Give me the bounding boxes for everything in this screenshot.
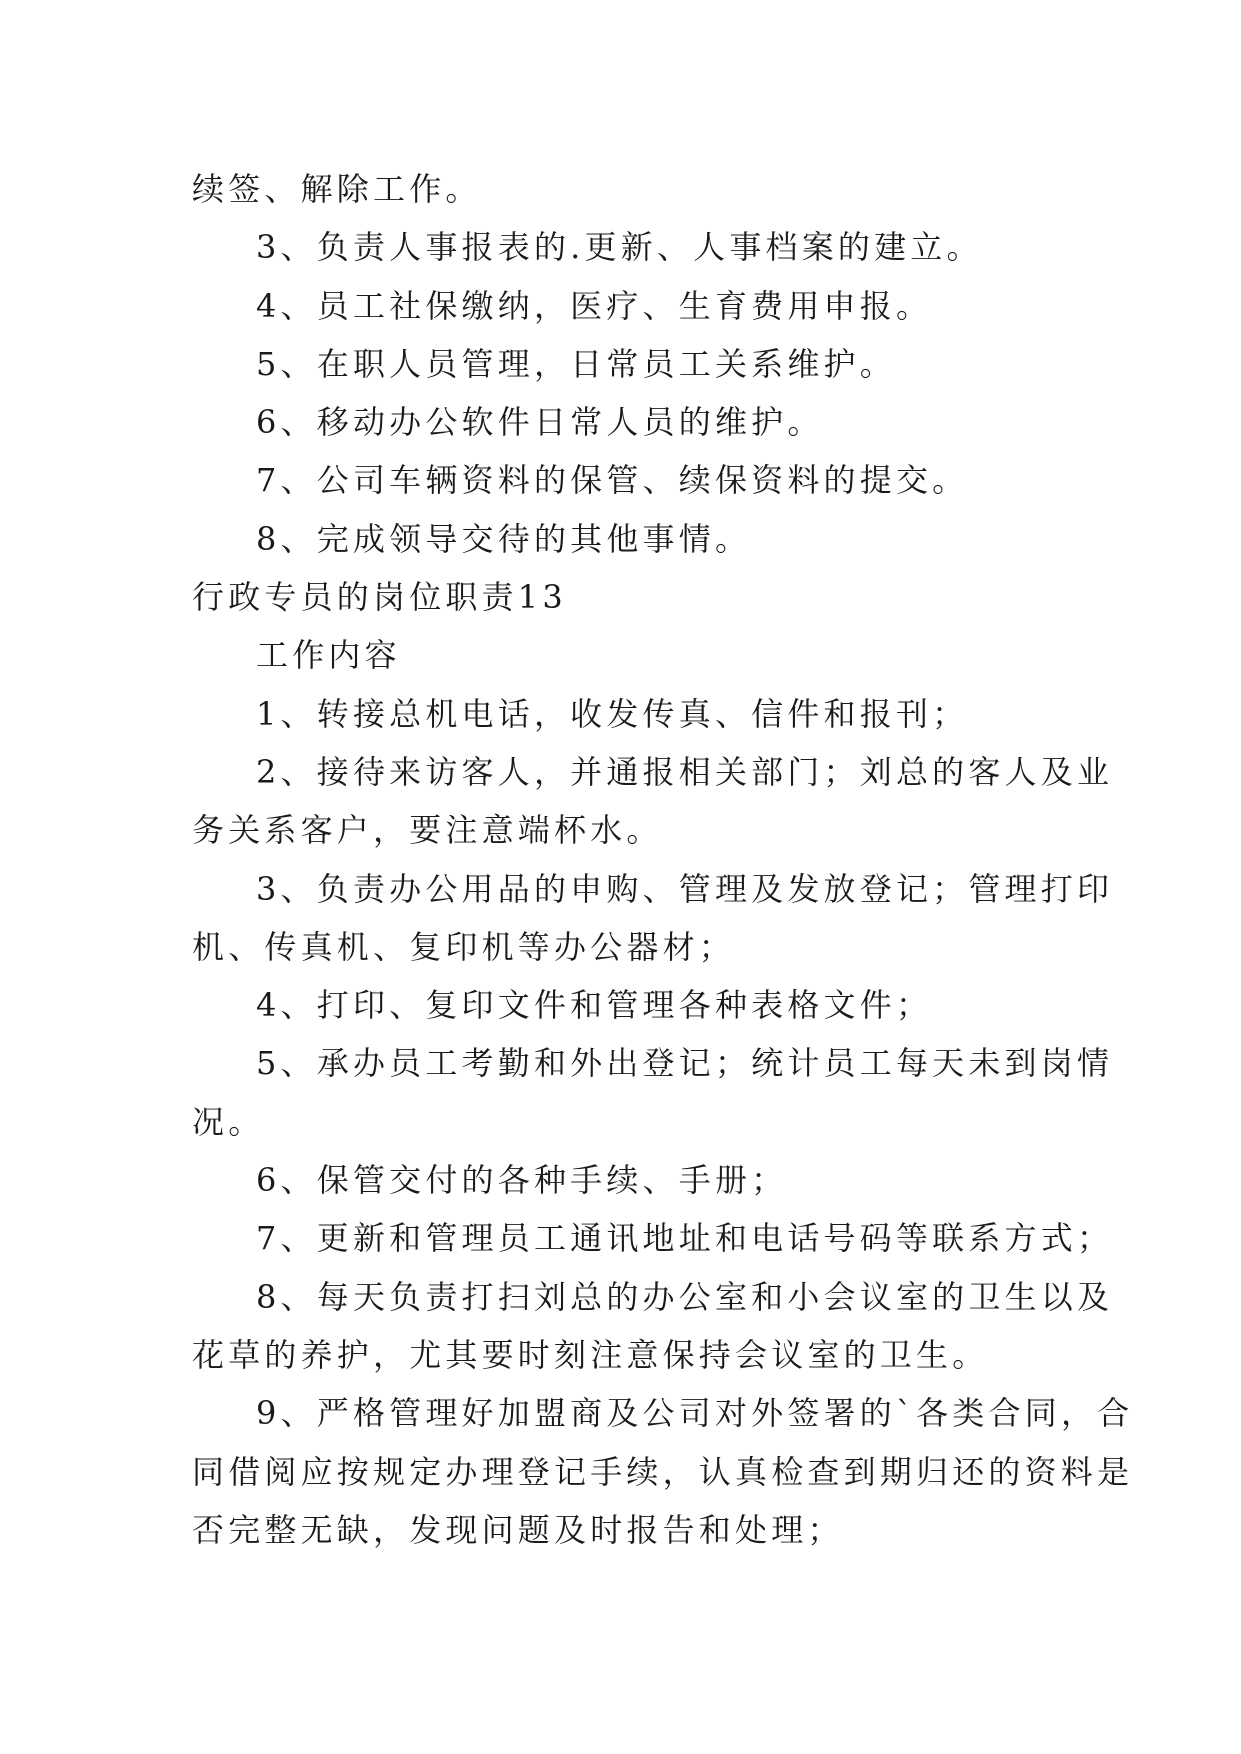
text-line: 况。 — [192, 1102, 265, 1141]
list-item: 6、移动办公软件日常人员的维护。 — [256, 403, 824, 442]
list-item: 9、严格管理好加盟商及公司对外签署的`各类合同，合 — [256, 1394, 1134, 1433]
list-item: 2、接待来访客人，并通报相关部门；刘总的客人及业 — [256, 752, 1114, 791]
text-line: 续签、解除工作。 — [192, 170, 482, 208]
subheading: 工作内容 — [256, 636, 401, 675]
document-body — [192, 160, 1134, 1559]
text-line: 花草的养护，尤其要时刻注意保持会议室的卫生。 — [192, 1335, 989, 1374]
text-line: 务关系客户，要注意端杯水。 — [192, 811, 663, 850]
text-line: 否完整无缺，发现问题及时报告和处理； — [192, 1510, 844, 1549]
list-item: 1、转接总机电话，收发传真、信件和报刊； — [256, 694, 969, 733]
section-heading: 行政专员的岗位职责13 — [192, 578, 567, 617]
text-line: 机、传真机、复印机等办公器材； — [192, 927, 736, 966]
list-item: 8、完成领导交待的其他事情。 — [256, 519, 752, 558]
list-item: 6、保管交付的各种手续、手册； — [256, 1161, 788, 1200]
list-item: 7、公司车辆资料的保管、续保资料的提交。 — [256, 461, 969, 500]
list-item: 5、承办员工考勤和外出登记；统计员工每天未到岗情 — [256, 1044, 1114, 1083]
list-item: 8、每天负责打扫刘总的办公室和小会议室的卫生以及 — [256, 1277, 1114, 1316]
text-line: 同借阅应按规定办理登记手续，认真检查到期归还的资料是 — [192, 1452, 1134, 1491]
list-item: 3、负责人事报表的.更新、人事档案的建立。 — [256, 228, 983, 267]
list-item: 5、在职人员管理，日常员工关系维护。 — [256, 344, 896, 383]
list-item: 4、员工社保缴纳，医疗、生育费用申报。 — [256, 286, 933, 325]
list-item: 3、负责办公用品的申购、管理及发放登记；管理打印 — [256, 869, 1114, 908]
list-item: 7、更新和管理员工通讯地址和电话号码等联系方式； — [256, 1219, 1114, 1258]
list-item: 4、打印、复印文件和管理各种表格文件； — [256, 986, 933, 1025]
